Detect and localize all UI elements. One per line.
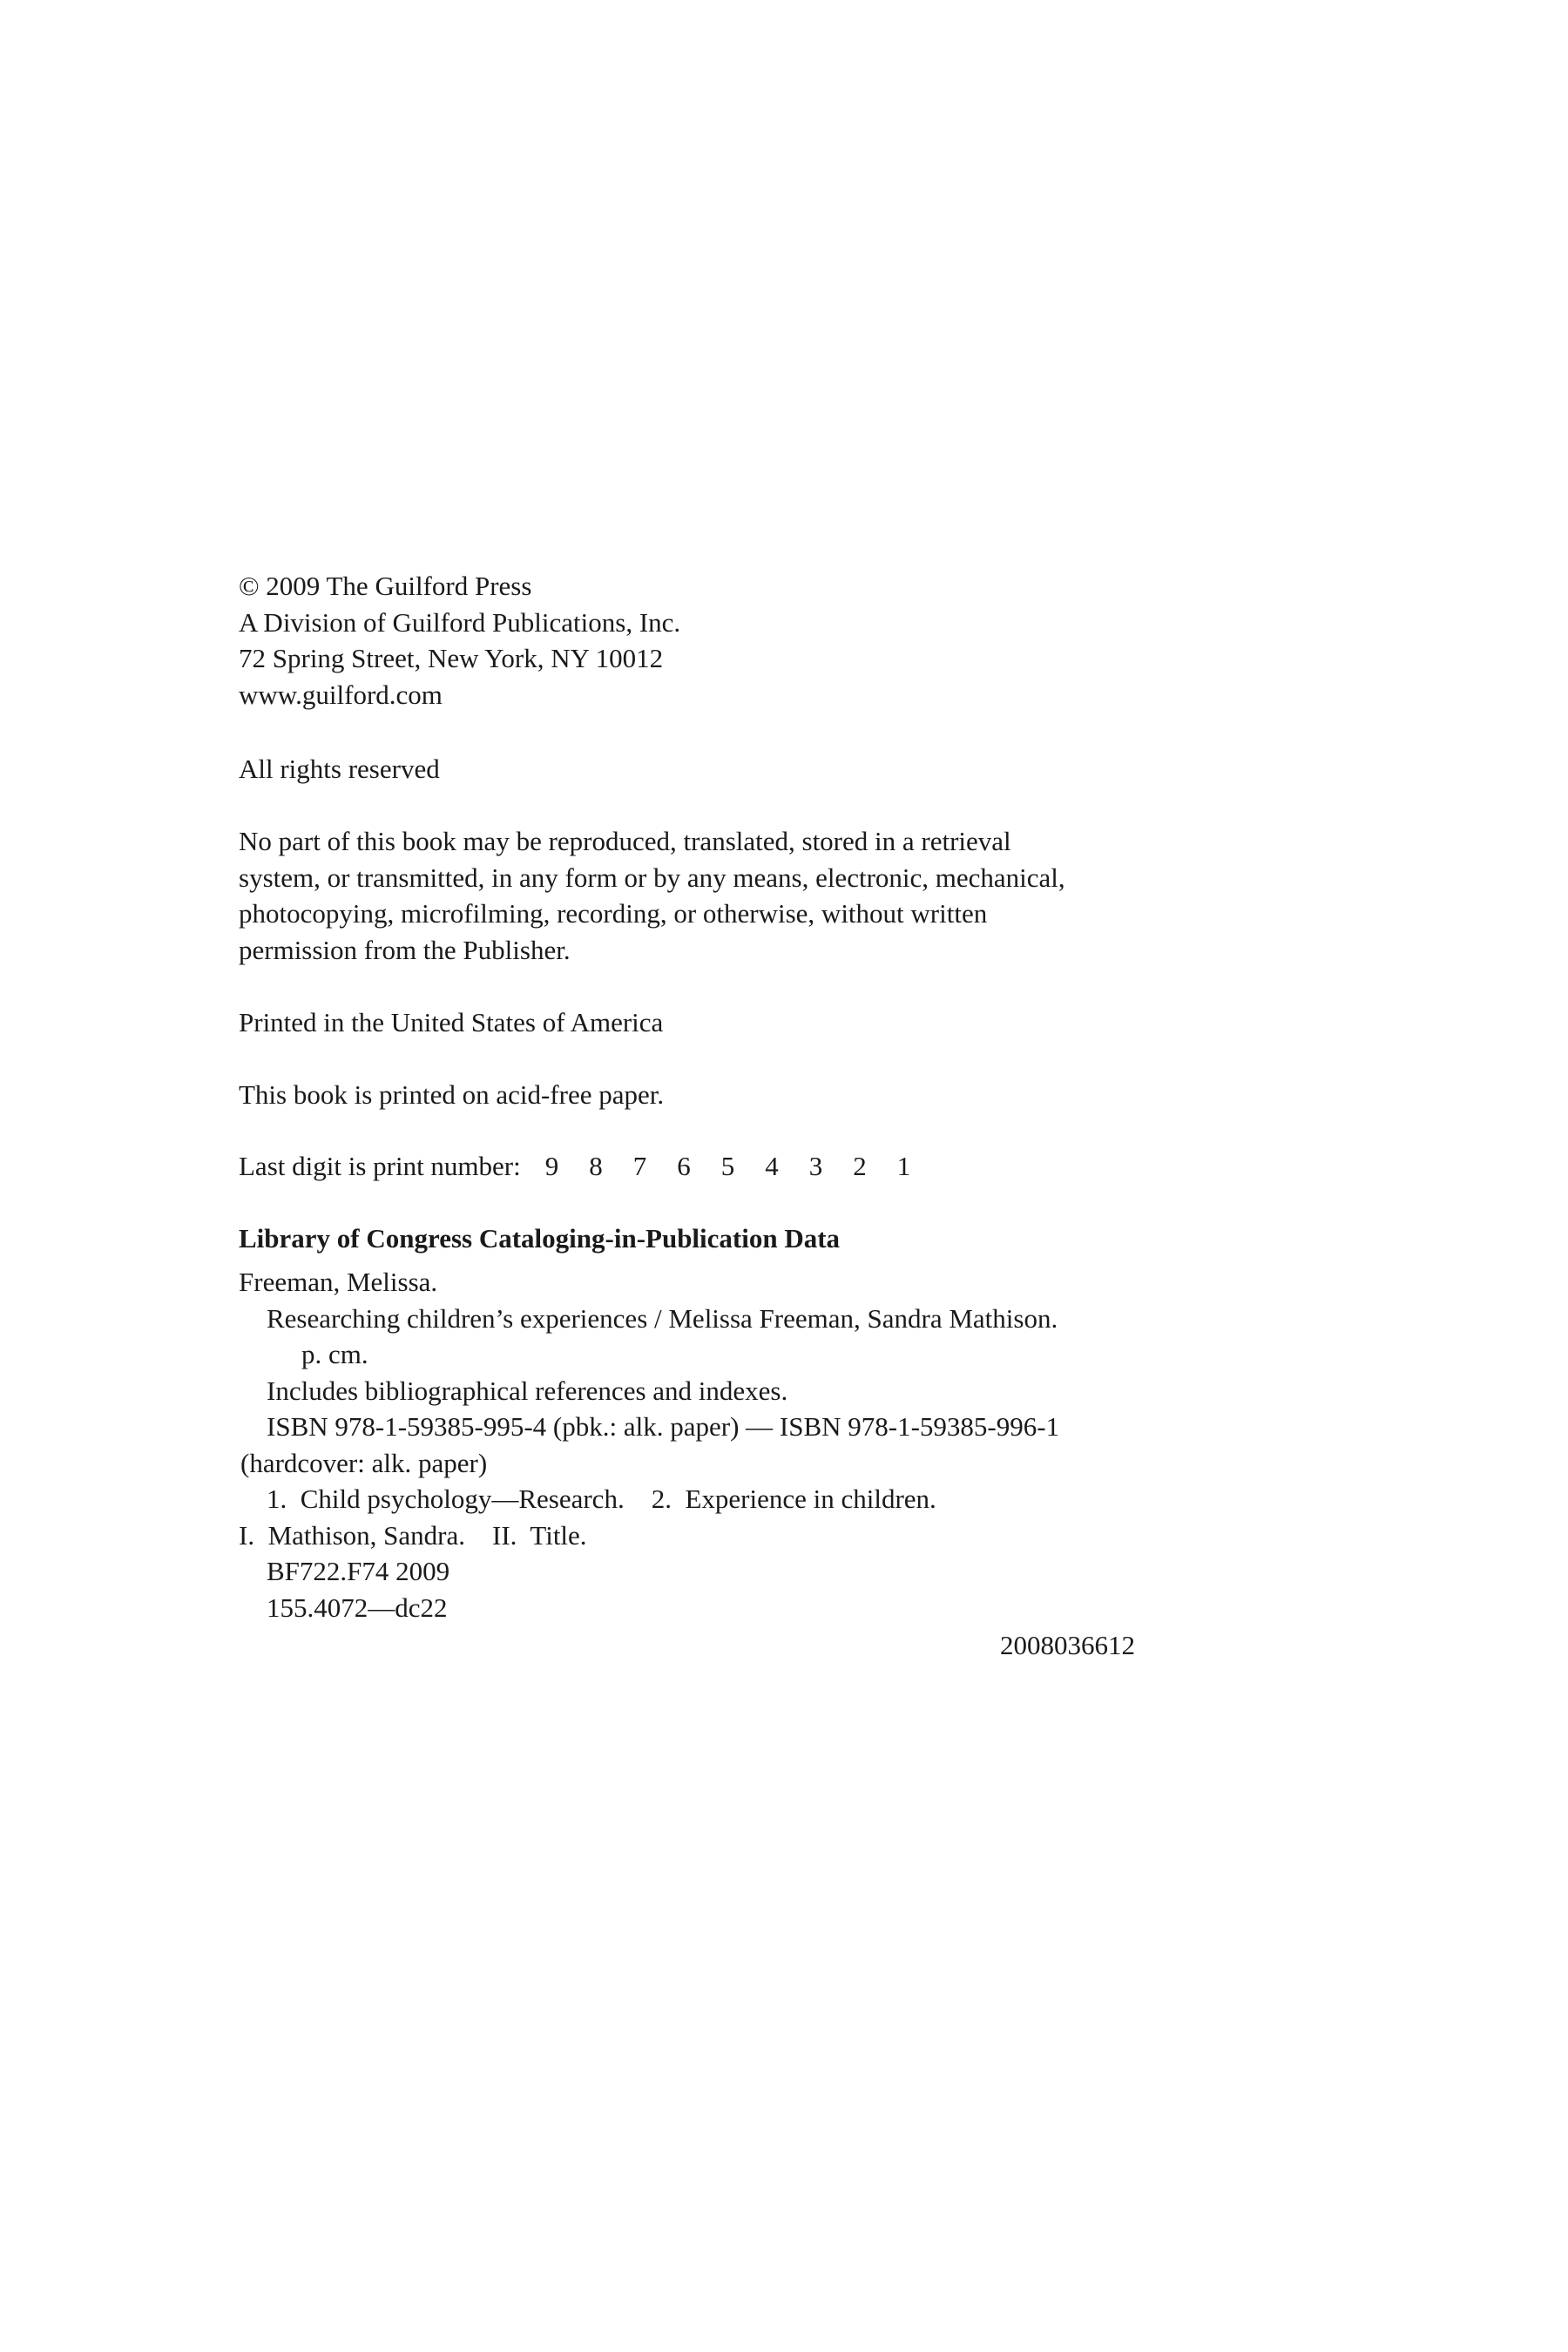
paper-statement bbox=[239, 1077, 1284, 1113]
print-digit: 9 bbox=[544, 1151, 559, 1181]
print-digit: 7 bbox=[632, 1151, 647, 1181]
permission-line: No part of this book may be reproduced, translated, stored in a retrieval bbox=[239, 826, 1011, 856]
cip-note: Includes bibliographical references and indexes. bbox=[267, 1375, 788, 1406]
print-number-label: Last digit is print number: bbox=[239, 1151, 521, 1181]
print-digit: 4 bbox=[765, 1151, 779, 1181]
rights-statement bbox=[239, 751, 1284, 787]
print-digit: 1 bbox=[896, 1151, 911, 1181]
cip-lc-class: BF722.F74 2009 bbox=[267, 1556, 450, 1586]
cip-pagination: p. cm. bbox=[301, 1339, 368, 1369]
print-digit: 3 bbox=[808, 1151, 823, 1181]
cip-record bbox=[239, 1264, 1284, 1625]
cip-dewey: 155.4072—dc22 bbox=[267, 1592, 448, 1623]
permission-line: photocopying, microfilming, recording, or otherwise, without written bbox=[239, 898, 988, 929]
cip-isbn: ISBN 978-1-59385-995-4 (pbk.: alk. paper) — ISBN 978-1-59385-996-1 bbox=[267, 1411, 1060, 1442]
cip-title: Researching children’s experiences / Melissa Freeman, Sandra Mathison. bbox=[267, 1302, 1058, 1334]
cip-isbn-continued: (hardcover: alk. paper) bbox=[240, 1447, 488, 1478]
cip-subjects: 1. Child psychology—Research. 2. Experience in children. bbox=[267, 1484, 936, 1514]
cip-lccn: 2008036612 bbox=[1000, 1630, 1135, 1660]
print-digit: 6 bbox=[677, 1151, 691, 1181]
print-number-digits bbox=[545, 1148, 942, 1185]
permission-line: system, or transmitted, in any form or by any means, electronic, mechanical, bbox=[239, 862, 1065, 893]
permission-line: permission from the Publisher. bbox=[239, 934, 571, 965]
copyright-line: © 2009 The Guilford Press bbox=[239, 571, 532, 601]
publisher-block bbox=[239, 568, 1284, 713]
cip-heading bbox=[239, 1220, 1284, 1257]
publisher-division: A Division of Guilford Publications, Inc. bbox=[239, 606, 681, 638]
permission-notice bbox=[239, 823, 1284, 968]
rights-text: All rights reserved bbox=[239, 754, 440, 784]
print-digit: 8 bbox=[589, 1151, 603, 1181]
print-number-line bbox=[239, 1148, 1284, 1185]
publisher-address: 72 Spring Street, New York, NY 10012 bbox=[239, 643, 664, 673]
printed-in-statement bbox=[239, 1004, 1284, 1041]
publisher-website: www.guilford.com bbox=[239, 679, 443, 710]
paper-text: This book is printed on acid-free paper. bbox=[239, 1079, 665, 1110]
print-digit: 2 bbox=[853, 1151, 867, 1181]
print-digit: 5 bbox=[720, 1151, 735, 1181]
printed-in-text: Printed in the United States of America bbox=[239, 1007, 664, 1037]
cip-author: Freeman, Melissa. bbox=[239, 1267, 438, 1297]
cip-added-entries: I. Mathison, Sandra. II. Title. bbox=[239, 1519, 587, 1551]
cip-heading-text: Library of Congress Cataloging-in-Publication Data bbox=[239, 1223, 841, 1254]
